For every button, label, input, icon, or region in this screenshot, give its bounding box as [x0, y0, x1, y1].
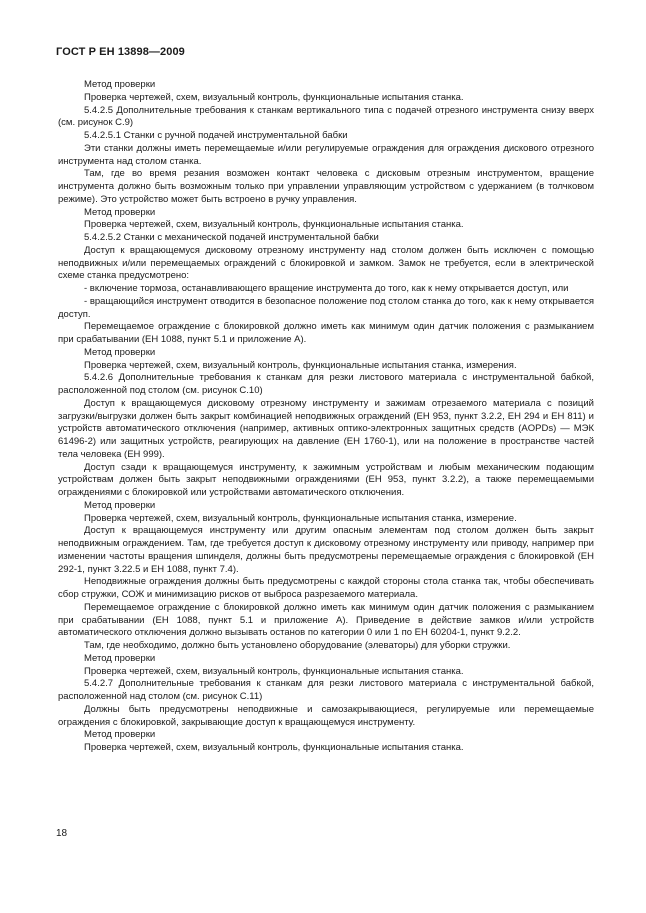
list-item: - вращающийся инструмент отводится в безопасное положение под столом станка до того, как к нему открывается доступ.: [58, 295, 594, 320]
paragraph: Проверка чертежей, схем, визуальный контроль, функциональные испытания станка.: [84, 91, 464, 103]
paragraph: Перемещаемое ограждение с блокировкой должно иметь как минимум один датчик положения с размыканием при срабатывании (ЕН 1088, пункт 5.1 и приложение А).: [58, 321, 594, 345]
section-heading: 5.4.2.5.1 Станки с ручной подачей инструментальной бабки: [84, 130, 348, 141]
paragraph: Проверка чертежей, схем, визуальный контроль, функциональные испытания станка, измерения.: [84, 359, 517, 371]
standard-header: ГОСТ Р ЕН 13898—2009: [56, 46, 185, 58]
paragraph: Доступ к вращающемуся инструменту или другим опасным элементам под столом должен быть закрыт неподвижным ограждением. Там, где требуется доступ к дисковому отрезному инструменту или приводу, например при изменении частоты вращения шпинделя, должны быть предусмотрены перемещаемые ограждения с блокировкой (ЕН 292-1, пункт 3.22.5 и ЕН 1088, пункт 7.4).: [58, 525, 594, 575]
paragraph: Перемещаемое ограждение с блокировкой должно иметь как минимум один датчик положения с размыканием при срабатывании (ЕН 1088, пункт 5.1 и приложение А). Приведение в действие замков и/или устройств автоматического отключения должно вызывать останов по категории 0 или 1 по ЕН 60204-1, пункт 9.2.2.: [58, 601, 594, 639]
section-heading: 5.4.2.5.2 Станки с механической подачей инструментальной бабки: [84, 232, 379, 243]
paragraph: Метод проверки: [84, 499, 156, 511]
paragraph: Метод проверки: [84, 652, 156, 664]
paragraph: Эти станки должны иметь перемещаемые и/или регулируемые ограждения для ограждения дискового отрезного инструмента над столом станка.: [58, 142, 594, 167]
paragraph: Должны быть предусмотрены неподвижные и самозакрывающиеся, регулируемые или перемещаемые ограждения с блокировкой, закрывающие доступ к вращающемуся инструменту.: [58, 703, 594, 728]
paragraph: Проверка чертежей, схем, визуальный контроль, функциональные испытания станка, измерение.: [84, 512, 517, 524]
paragraph: Там, где необходимо, должно быть установлено оборудование (элеваторы) для уборки стружки.: [84, 640, 511, 651]
section-heading: 5.4.2.6 Дополнительные требования к станкам для резки листового материала с инструментальной бабкой, расположенной под столом (см. рисунок С.10): [58, 372, 594, 396]
paragraph: Доступ сзади к вращающемуся инструменту, к зажимным устройствам и любым механическим подающим устройствам должен быть закрыт неподвижными ограждениями (ЕН 953, пункт 3.2.2), а также перемещаемыми ограждениями с блокировкой или устройствами автоматического отключения.: [58, 461, 594, 498]
paragraph: Неподвижные ограждения должны быть предусмотрены с каждой стороны стола станка так, чтобы обеспечивать сбор стружки, СОЖ и минимизацию рисков от выброса разрезаемого материала.: [58, 576, 594, 600]
paragraph: Доступ к вращающемуся дисковому отрезному инструменту над столом должен быть исключен с помощью неподвижных и/или перемещаемых ограждений с блокировкой и замком. Замок не требуется, если в электрической схеме станка предусмотрено:: [58, 244, 594, 282]
section-heading: 5.4.2.7 Дополнительные требования к станкам для резки листового материала с инструментальной бабкой, расположенной над столом (см. рисунок С.11): [58, 678, 594, 702]
paragraph: Проверка чертежей, схем, визуальный контроль, функциональные испытания станка.: [84, 665, 464, 677]
section-heading: 5.4.2.5 Дополнительные требования к станкам вертикального типа с подачей отрезного инструмента снизу вверх (см. рисунок С.9): [58, 104, 594, 129]
page-number: 18: [56, 828, 68, 839]
list-item: - включение тормоза, останавливающего вращение инструмента до того, как к нему открывается доступ, или: [84, 283, 569, 294]
paragraph: Проверка чертежей, схем, визуальный контроль, функциональные испытания станка.: [84, 219, 464, 231]
paragraph: Метод проверки: [84, 206, 156, 218]
paragraph: Метод проверки: [84, 729, 156, 741]
body-text: [58, 79, 594, 755]
paragraph: Метод проверки: [84, 79, 156, 90]
paragraph: Проверка чертежей, схем, визуальный контроль, функциональные испытания станка.: [84, 742, 464, 753]
paragraph: Там, где во время резания возможен контакт человека с дисковым отрезным инструментом, вращение инструмента должно быть возможным только при управлении управляющим устройством с удержанием (в толчковом режиме). Это устройство может быть встроено в ручку управления.: [58, 168, 594, 205]
paragraph: Метод проверки: [84, 346, 156, 358]
paragraph: Доступ к вращающемуся дисковому отрезному инструменту и зажимам отрезаемого материала с позиций загрузки/выгрузки должен быть закрыт комбинацией неподвижных ограждений (ЕН 953, пункт 3.2.2, ЕН 294 и ЕН 811) и устройств автоматического отключения (например, активных оптико-электронных защитных средств (AOPDs) — МЭК 61496-2) или защитных устройств, реагирующих на давление (ЕН 1760-1), или на положение в пространстве частей тела человека (ЕН 999).: [58, 397, 594, 460]
